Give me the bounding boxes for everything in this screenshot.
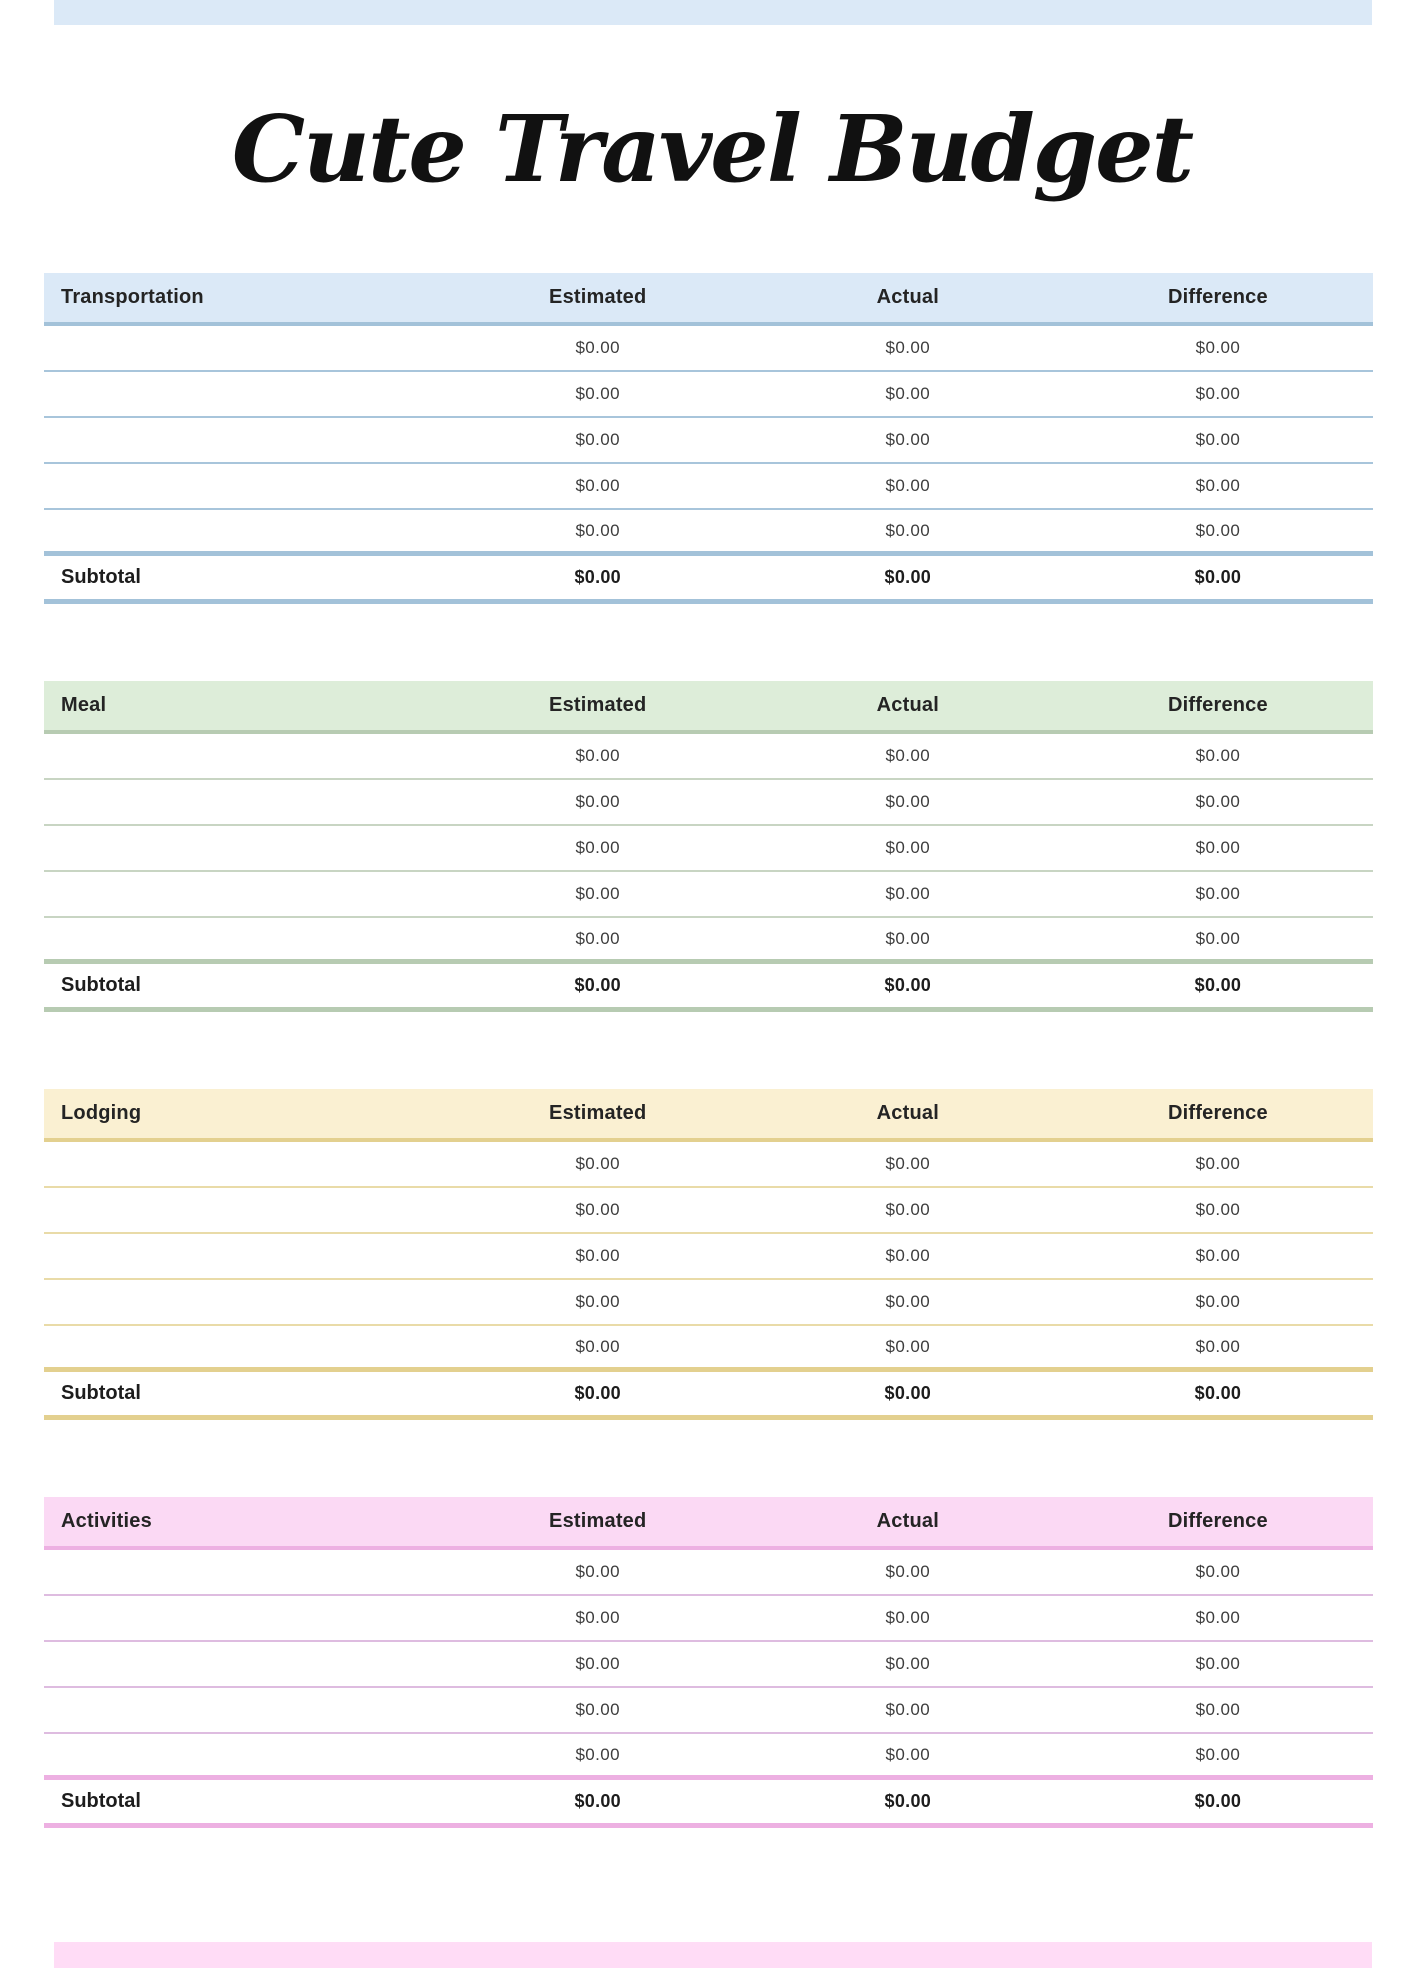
- estimated-cell: $0.00: [575, 520, 620, 540]
- difference-cell: $0.00: [1195, 884, 1241, 903]
- estimated-cell: $0.00: [575, 838, 620, 857]
- subtotal-row: [44, 1780, 1373, 1828]
- estimated-cell: $0.00: [575, 1608, 620, 1627]
- actual-cell: $0.00: [885, 384, 931, 403]
- difference-cell: $0.00: [1195, 928, 1241, 948]
- actual-cell: $0.00: [885, 1154, 931, 1173]
- estimated-cell: $0.00: [575, 1246, 620, 1265]
- table-row: [44, 1734, 1373, 1780]
- estimated-cell: $0.00: [575, 1200, 620, 1219]
- estimated-cell: $0.00: [575, 1154, 620, 1173]
- section-header-transportation: [44, 273, 1373, 326]
- difference-cell: $0.00: [1195, 1700, 1241, 1719]
- column-header-actual: Actual: [876, 1102, 939, 1124]
- difference-cell: $0.00: [1195, 1562, 1241, 1581]
- page-title: Cute Travel Budget: [231, 95, 1193, 203]
- difference-cell: $0.00: [1195, 746, 1241, 765]
- column-header-difference: Difference: [1168, 694, 1268, 716]
- subtotal-actual: $0.00: [884, 567, 932, 587]
- table-row: [44, 1188, 1373, 1234]
- subtotal-label: Subtotal: [61, 566, 141, 588]
- difference-cell: $0.00: [1195, 520, 1241, 540]
- table-row: [44, 464, 1373, 510]
- subtotal-estimated: $0.00: [574, 975, 621, 995]
- difference-cell: $0.00: [1195, 476, 1241, 495]
- subtotal-difference: $0.00: [1194, 1383, 1242, 1403]
- table-row: [44, 326, 1373, 372]
- actual-cell: $0.00: [885, 1246, 931, 1265]
- subtotal-label: Subtotal: [61, 1790, 141, 1812]
- table-row: [44, 734, 1373, 780]
- table-row: [44, 1642, 1373, 1688]
- estimated-cell: $0.00: [575, 1292, 620, 1311]
- section-title: Lodging: [61, 1102, 142, 1124]
- estimated-cell: $0.00: [575, 1654, 620, 1673]
- column-header-estimated: Estimated: [549, 694, 647, 716]
- table-row: [44, 418, 1373, 464]
- difference-cell: $0.00: [1195, 430, 1241, 449]
- difference-cell: $0.00: [1195, 1608, 1241, 1627]
- estimated-cell: $0.00: [575, 338, 620, 357]
- difference-cell: $0.00: [1195, 792, 1241, 811]
- table-row: [44, 918, 1373, 964]
- section-transportation: [44, 273, 1373, 604]
- estimated-cell: $0.00: [575, 1336, 620, 1356]
- actual-cell: $0.00: [885, 430, 931, 449]
- subtotal-estimated: $0.00: [574, 1383, 621, 1403]
- section-header-activities: [44, 1497, 1373, 1550]
- section-lodging: [44, 1089, 1373, 1420]
- bottom-spacer: [0, 1828, 1424, 1942]
- actual-cell: $0.00: [885, 1654, 931, 1673]
- difference-cell: $0.00: [1195, 1744, 1241, 1764]
- actual-cell: $0.00: [885, 884, 931, 903]
- actual-cell: $0.00: [885, 1200, 931, 1219]
- estimated-cell: $0.00: [575, 1700, 620, 1719]
- table-row: [44, 826, 1373, 872]
- difference-cell: $0.00: [1195, 338, 1241, 357]
- difference-cell: $0.00: [1195, 1154, 1241, 1173]
- subtotal-label: Subtotal: [61, 1382, 141, 1404]
- actual-cell: $0.00: [885, 1336, 931, 1356]
- table-row: [44, 1596, 1373, 1642]
- top-accent-bar: [54, 0, 1372, 25]
- subtotal-row: [44, 1372, 1373, 1420]
- section-activities: [44, 1497, 1373, 1828]
- table-row: [44, 1326, 1373, 1372]
- table-row: [44, 1280, 1373, 1326]
- subtotal-difference: $0.00: [1194, 1791, 1242, 1811]
- actual-cell: $0.00: [885, 476, 931, 495]
- subtotal-actual: $0.00: [884, 1791, 932, 1811]
- section-title: Meal: [61, 694, 107, 716]
- actual-cell: $0.00: [885, 1700, 931, 1719]
- table-row: [44, 780, 1373, 826]
- actual-cell: $0.00: [885, 792, 931, 811]
- section-meal: [44, 681, 1373, 1012]
- difference-cell: $0.00: [1195, 1246, 1241, 1265]
- column-header-difference: Difference: [1168, 286, 1268, 308]
- table-row: [44, 1142, 1373, 1188]
- subtotal-actual: $0.00: [884, 1383, 932, 1403]
- difference-cell: $0.00: [1195, 838, 1241, 857]
- subtotal-row: [44, 964, 1373, 1012]
- column-header-difference: Difference: [1168, 1102, 1268, 1124]
- actual-cell: $0.00: [885, 746, 931, 765]
- subtotal-estimated: $0.00: [574, 567, 621, 587]
- difference-cell: $0.00: [1195, 384, 1241, 403]
- actual-cell: $0.00: [885, 338, 931, 357]
- estimated-cell: $0.00: [575, 430, 620, 449]
- estimated-cell: $0.00: [575, 476, 620, 495]
- actual-cell: $0.00: [885, 520, 931, 540]
- estimated-cell: $0.00: [575, 746, 620, 765]
- column-header-actual: Actual: [876, 286, 939, 308]
- actual-cell: $0.00: [885, 1292, 931, 1311]
- section-title: Transportation: [61, 286, 204, 308]
- actual-cell: $0.00: [885, 1562, 931, 1581]
- section-header-meal: [44, 681, 1373, 734]
- subtotal-difference: $0.00: [1194, 975, 1242, 995]
- subtotal-estimated: $0.00: [574, 1791, 621, 1811]
- actual-cell: $0.00: [885, 838, 931, 857]
- section-header-lodging: [44, 1089, 1373, 1142]
- estimated-cell: $0.00: [575, 384, 620, 403]
- estimated-cell: $0.00: [575, 884, 620, 903]
- column-header-estimated: Estimated: [549, 1102, 647, 1124]
- column-header-actual: Actual: [876, 1510, 939, 1532]
- section-title: Activities: [61, 1510, 152, 1532]
- actual-cell: $0.00: [885, 928, 931, 948]
- estimated-cell: $0.00: [575, 928, 620, 948]
- subtotal-actual: $0.00: [884, 975, 932, 995]
- bottom-accent-bar: [54, 1942, 1372, 1968]
- difference-cell: $0.00: [1195, 1336, 1241, 1356]
- table-row: [44, 872, 1373, 918]
- column-header-estimated: Estimated: [549, 286, 647, 308]
- column-header-difference: Difference: [1168, 1510, 1268, 1532]
- column-header-actual: Actual: [876, 694, 939, 716]
- actual-cell: $0.00: [885, 1608, 931, 1627]
- estimated-cell: $0.00: [575, 792, 620, 811]
- table-row: [44, 1688, 1373, 1734]
- subtotal-row: [44, 556, 1373, 604]
- subtotal-label: Subtotal: [61, 974, 141, 996]
- table-row: [44, 1234, 1373, 1280]
- table-row: [44, 1550, 1373, 1596]
- actual-cell: $0.00: [885, 1744, 931, 1764]
- table-row: [44, 510, 1373, 556]
- table-row: [44, 372, 1373, 418]
- difference-cell: $0.00: [1195, 1200, 1241, 1219]
- estimated-cell: $0.00: [575, 1562, 620, 1581]
- difference-cell: $0.00: [1195, 1654, 1241, 1673]
- title-area: [0, 25, 1424, 273]
- difference-cell: $0.00: [1195, 1292, 1241, 1311]
- column-header-estimated: Estimated: [549, 1510, 647, 1532]
- subtotal-difference: $0.00: [1194, 567, 1242, 587]
- budget-tables: [44, 273, 1373, 1828]
- estimated-cell: $0.00: [575, 1744, 620, 1764]
